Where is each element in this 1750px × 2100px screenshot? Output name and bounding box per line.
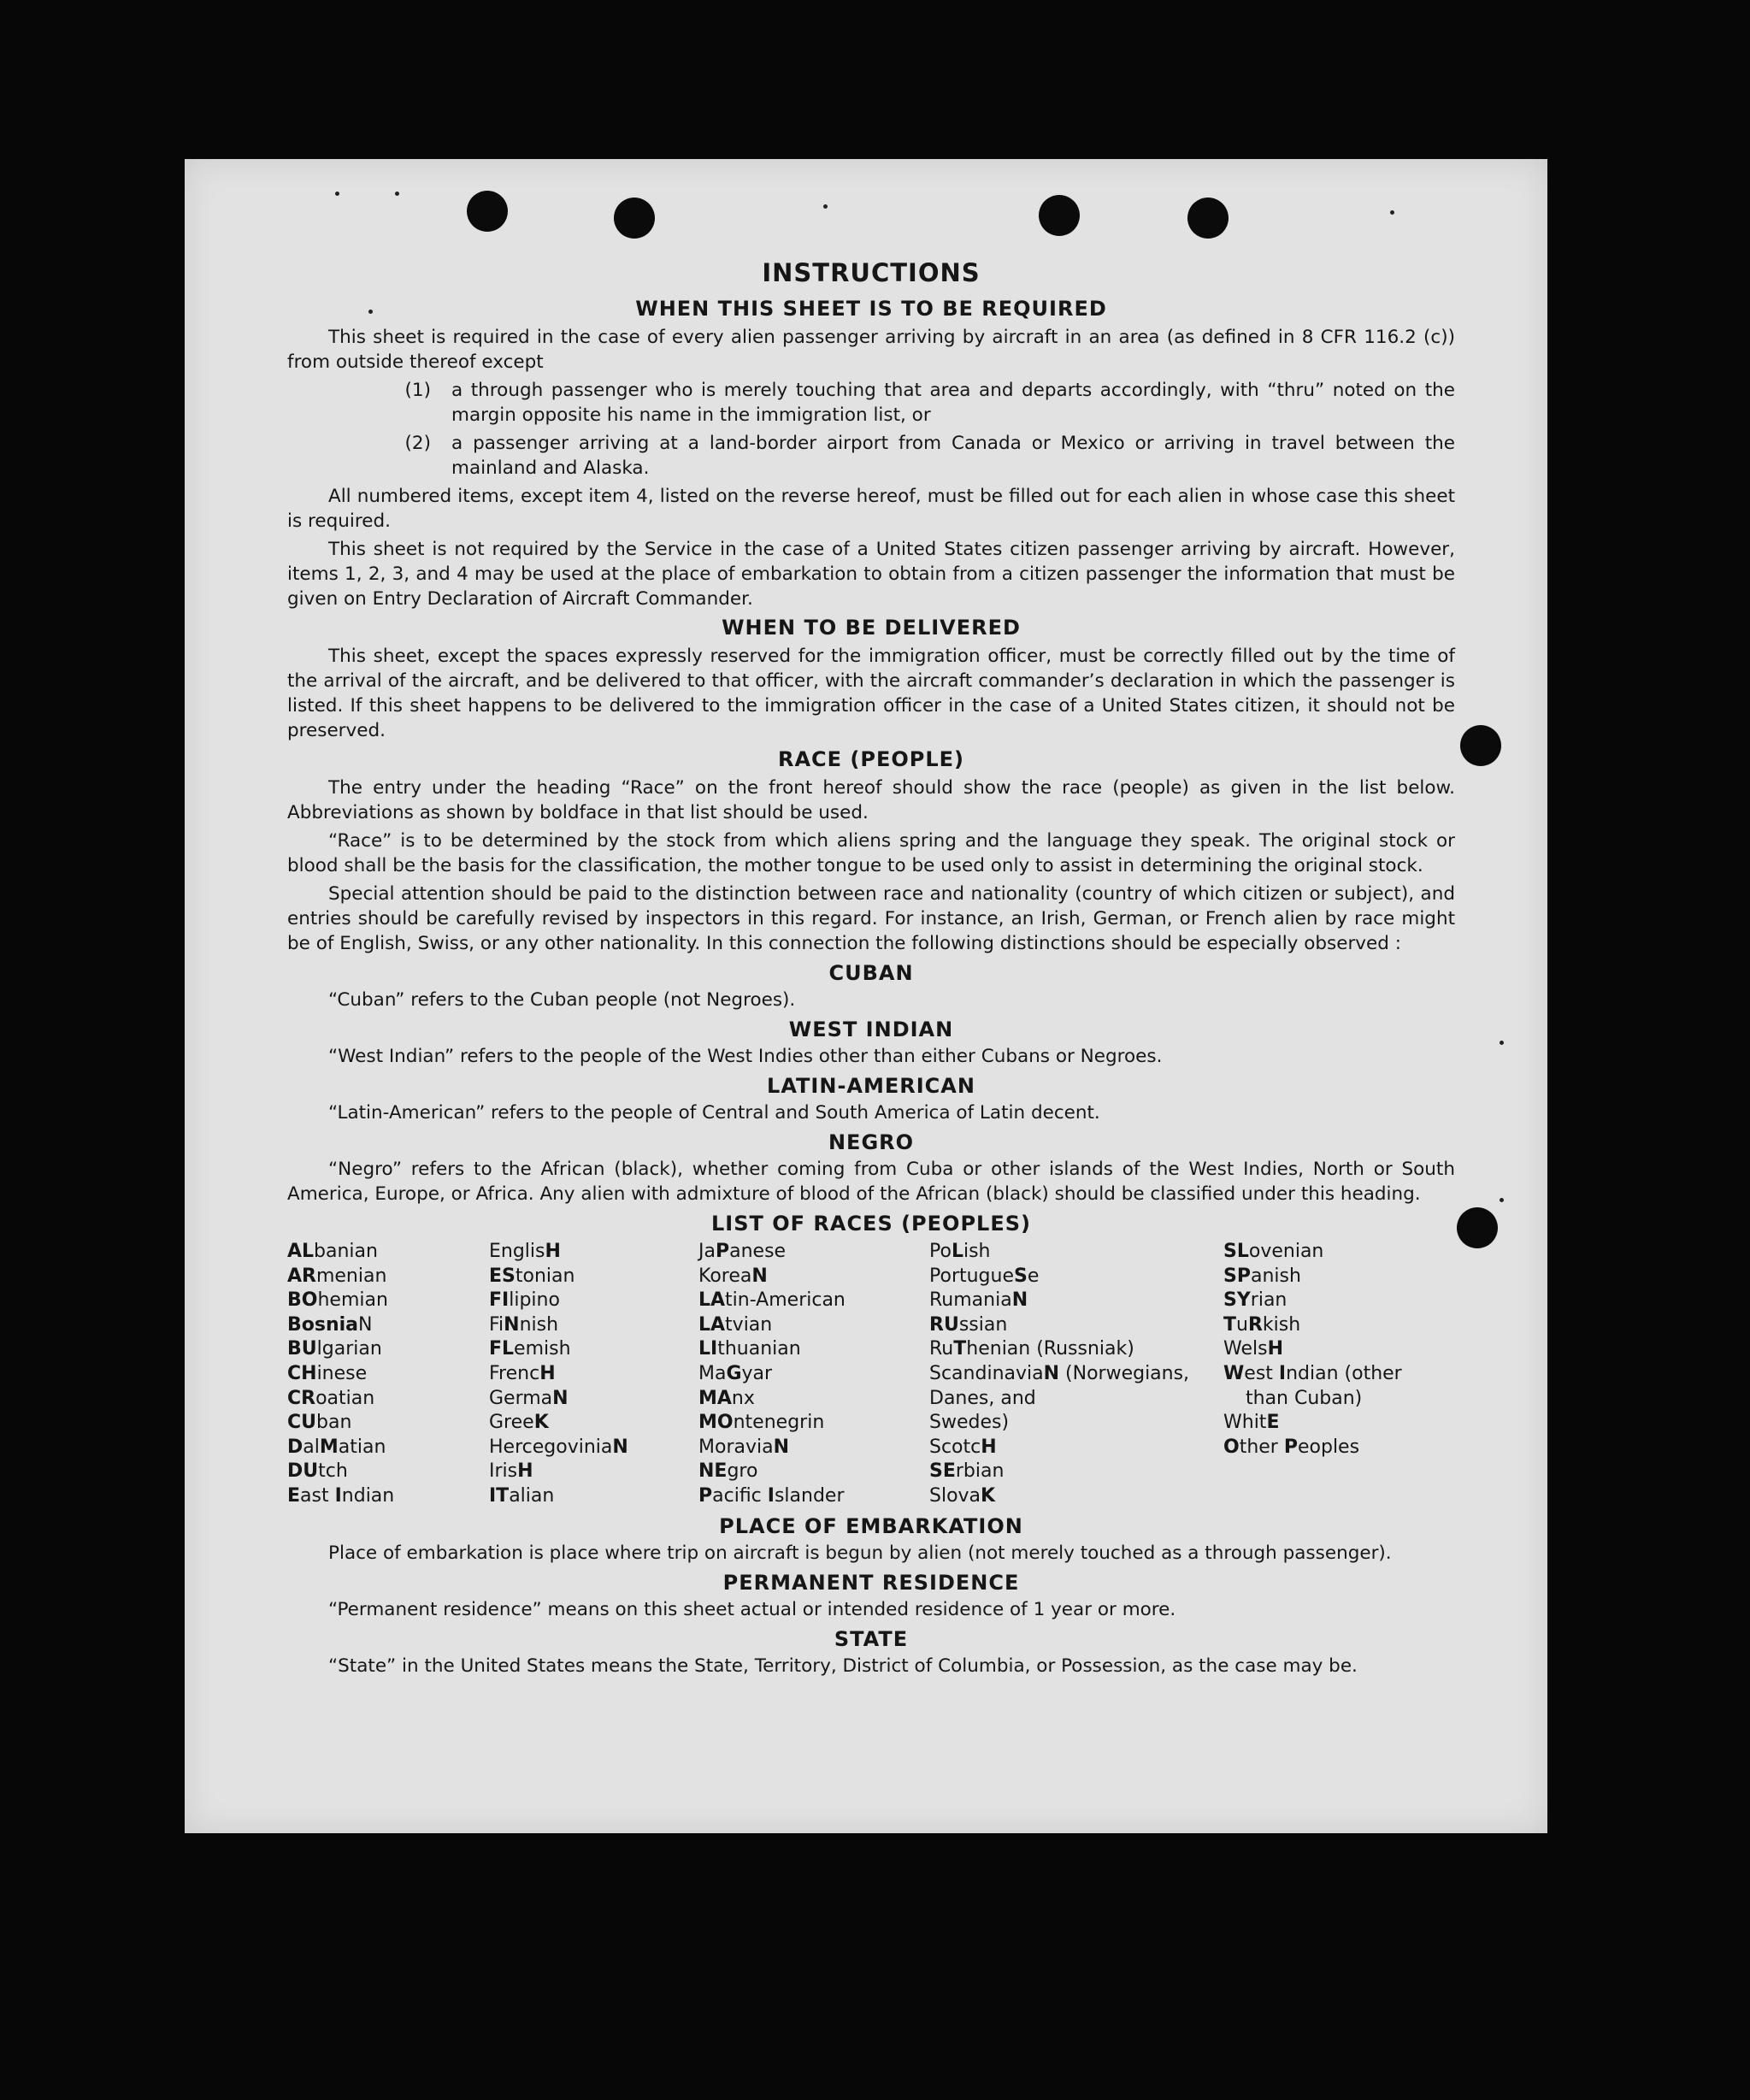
punch-hole [1460,725,1501,766]
race-entry: BUlgarian [287,1338,382,1360]
ink-speck [1390,210,1394,215]
ink-speck [1500,1198,1504,1202]
race-entry: FiNnish [489,1313,559,1336]
race-entry: Danes, and [929,1387,1036,1409]
paragraph: “Cuban” refers to the Cuban people (not Negroes). [328,989,796,1011]
section-heading: WHEN TO BE DELIVERED [722,616,1021,640]
race-entry: SErbian [929,1460,1005,1483]
paragraph: “Latin-American” refers to the people of Central and South America of Latin decent. [328,1102,1100,1124]
race-entry: ITalian [489,1484,555,1507]
punch-hole [1457,1207,1498,1248]
paragraph: This sheet, except the spaces expressly reserved for the immigration officer, must be correctly filled out by the time of the arrival of the aircraft, and be delivered to that officer, with the aircraft commander’s declaration in which the passenger is listed. If this sheet happens to be delivered to the immigration officer in the case of a United States citizen, it should not be preserved. [287,646,1455,741]
race-entry: NEgro [698,1460,758,1483]
race-entry: SYrian [1223,1289,1287,1312]
race-entry: SPanish [1223,1265,1301,1287]
paragraph: This sheet is required in the case of every alien passenger arriving by aircraft in an area (as defined in 8 CFR 116.2 (c)) from outside thereof except [287,327,1455,373]
paragraph: “Permanent residence” means on this sheet actual or intended residence of 1 year or more. [328,1598,1176,1620]
section-heading: LATIN-AMERICAN [767,1074,975,1098]
page-title: INSTRUCTIONS [762,258,981,287]
race-entry: LAtin-American [698,1289,846,1312]
race-entry: IrisH [489,1460,533,1483]
race-entry: Swedes) [929,1412,1010,1434]
race-entry: SlovaK [929,1484,996,1507]
race-entry: RumaniaN [929,1289,1028,1312]
paragraph: “Negro” refers to the African (black), whether coming from Cuba or other islands of the West Indies, North or South America, Europe, or Africa. Any alien with admixture of blood of the African (black) should be classified under this heading. [287,1159,1455,1205]
race-entry: than Cuban) [1246,1387,1363,1409]
ink-speck [823,204,828,209]
race-entry: JaPanese [698,1241,787,1262]
item-text: a passenger arriving at a land-border airport from Canada or Mexico or arriving in travel between the mainland and Alaska. [451,433,1455,479]
race-entry: MOntenegrin [698,1412,825,1434]
race-entry: MoraviaN [698,1436,790,1458]
paragraph: The entry under the heading “Race” on the front hereof should show the race (people) as given in the list below. Abbreviations as shown by boldface in that list should be used. [287,777,1455,823]
race-entry: Other Peoples [1223,1436,1360,1458]
race-entry: KoreaN [698,1265,768,1287]
race-entry: PortugueSe [929,1265,1040,1287]
race-entry: WelsH [1223,1338,1283,1360]
race-entry: DalMatian [287,1436,386,1458]
race-entry: West Indian (other [1223,1362,1402,1384]
paragraph: All numbered items, except item 4, listed on the reverse hereof, must be filled out for each alien in whose case this sheet is required. [287,486,1455,532]
races-column [698,1240,929,1509]
paragraph: “Race” is to be determined by the stock from which aliens spring and the language they speak. The original stock or blood shall be the basis for the classification, the mother tongue to be used only to assist in determining the original stock. [287,830,1455,876]
section-heading: WHEN THIS SHEET IS TO BE REQUIRED [635,297,1107,321]
race-entry: ALbanian [287,1241,378,1262]
ink-speck [1500,1041,1504,1045]
race-entry: BOhemian [287,1289,388,1312]
ink-speck [335,192,339,196]
race-entry: BosniaN [287,1313,373,1336]
race-entry: MAnx [698,1387,755,1409]
section-heading: WEST INDIAN [788,1018,954,1041]
race-entry: PoLish [929,1241,991,1262]
list-item [287,431,1455,481]
race-entry: LIthuanian [698,1338,801,1360]
race-entry: DUtch [287,1460,348,1483]
race-entry: GermaN [489,1387,569,1409]
race-entry: WhitE [1223,1412,1280,1434]
paragraph: This sheet is not required by the Service in the case of a United States citizen passenger arriving by aircraft. However, items 1, 2, 3, and 4 may be used at the place of embarkation to obtain from a citizen passenger the information that must be given on Entry Declaration of Aircraft Commander. [287,539,1455,610]
paragraph: “State” in the United States means the State, Territory, District of Columbia, or Possession, as the case may be. [328,1655,1358,1677]
race-entry: East Indian [287,1484,395,1507]
instructions-content [287,258,1455,1682]
race-entry: FIlipino [489,1289,560,1312]
list-item [287,378,1455,428]
punch-hole [614,198,655,239]
section-heading: NEGRO [828,1130,915,1154]
race-entry: EnglisH [489,1241,561,1262]
race-entry: CUban [287,1412,352,1434]
race-entry: CHinese [287,1362,368,1384]
race-entry: SLovenian [1223,1241,1324,1262]
section-heading: STATE [834,1626,909,1651]
punch-hole [1187,198,1229,239]
item-number: (1) [404,380,431,401]
race-entry: HercegoviniaN [489,1436,628,1458]
race-entry: CRoatian [287,1387,375,1409]
section-heading: CUBAN [828,961,914,985]
section-heading: PERMANENT RESIDENCE [722,1570,1020,1595]
race-entry: RUssian [929,1313,1008,1336]
race-entry: MaGyar [698,1362,773,1384]
race-entry: ScotcH [929,1436,997,1458]
item-text: a through passenger who is merely touching that area and departs accordingly, with “thru” noted on the margin opposite his name in the immigration list, or [451,380,1455,426]
race-entry: Pacific Islander [698,1484,845,1507]
punch-hole [467,191,508,232]
paragraph: “West Indian” refers to the people of the West Indies other than either Cubans or Negroes. [328,1046,1163,1067]
ink-speck [395,192,399,196]
races-column [1223,1240,1446,1509]
race-entry: FrencH [489,1362,556,1384]
section-heading: RACE (PEOPLE) [777,747,965,771]
race-entry: ARmenian [287,1265,387,1287]
punch-hole [1039,195,1080,236]
races-list [287,1240,1455,1509]
paragraph: Special attention should be paid to the distinction between race and nationality (country of which citizen or subject), and entries should be carefully revised by inspectors in this regard. For instance, an Irish, German, or French alien by race might be of English, Swiss, or any other nationality. In this connection the following distinctions should be especially observed : [287,883,1455,954]
race-entry: ScandinaviaN (Norwegians, [929,1362,1190,1384]
race-entry: GreeK [489,1412,549,1434]
item-number: (2) [404,433,431,454]
paragraph: Place of embarkation is place where trip on aircraft is begun by alien (not merely touched as a through passenger). [328,1542,1392,1564]
section-heading: PLACE OF EMBARKATION [719,1513,1023,1538]
races-column [287,1240,489,1509]
races-column [929,1240,1223,1509]
race-entry: TuRkish [1223,1313,1301,1336]
race-entry: LAtvian [698,1313,773,1336]
race-entry: FLemish [489,1338,571,1360]
race-entry: EStonian [489,1265,575,1287]
race-entry: RuThenian (Russniak) [929,1338,1134,1360]
section-heading: LIST OF RACES (PEOPLES) [711,1212,1031,1236]
races-column [489,1240,698,1509]
